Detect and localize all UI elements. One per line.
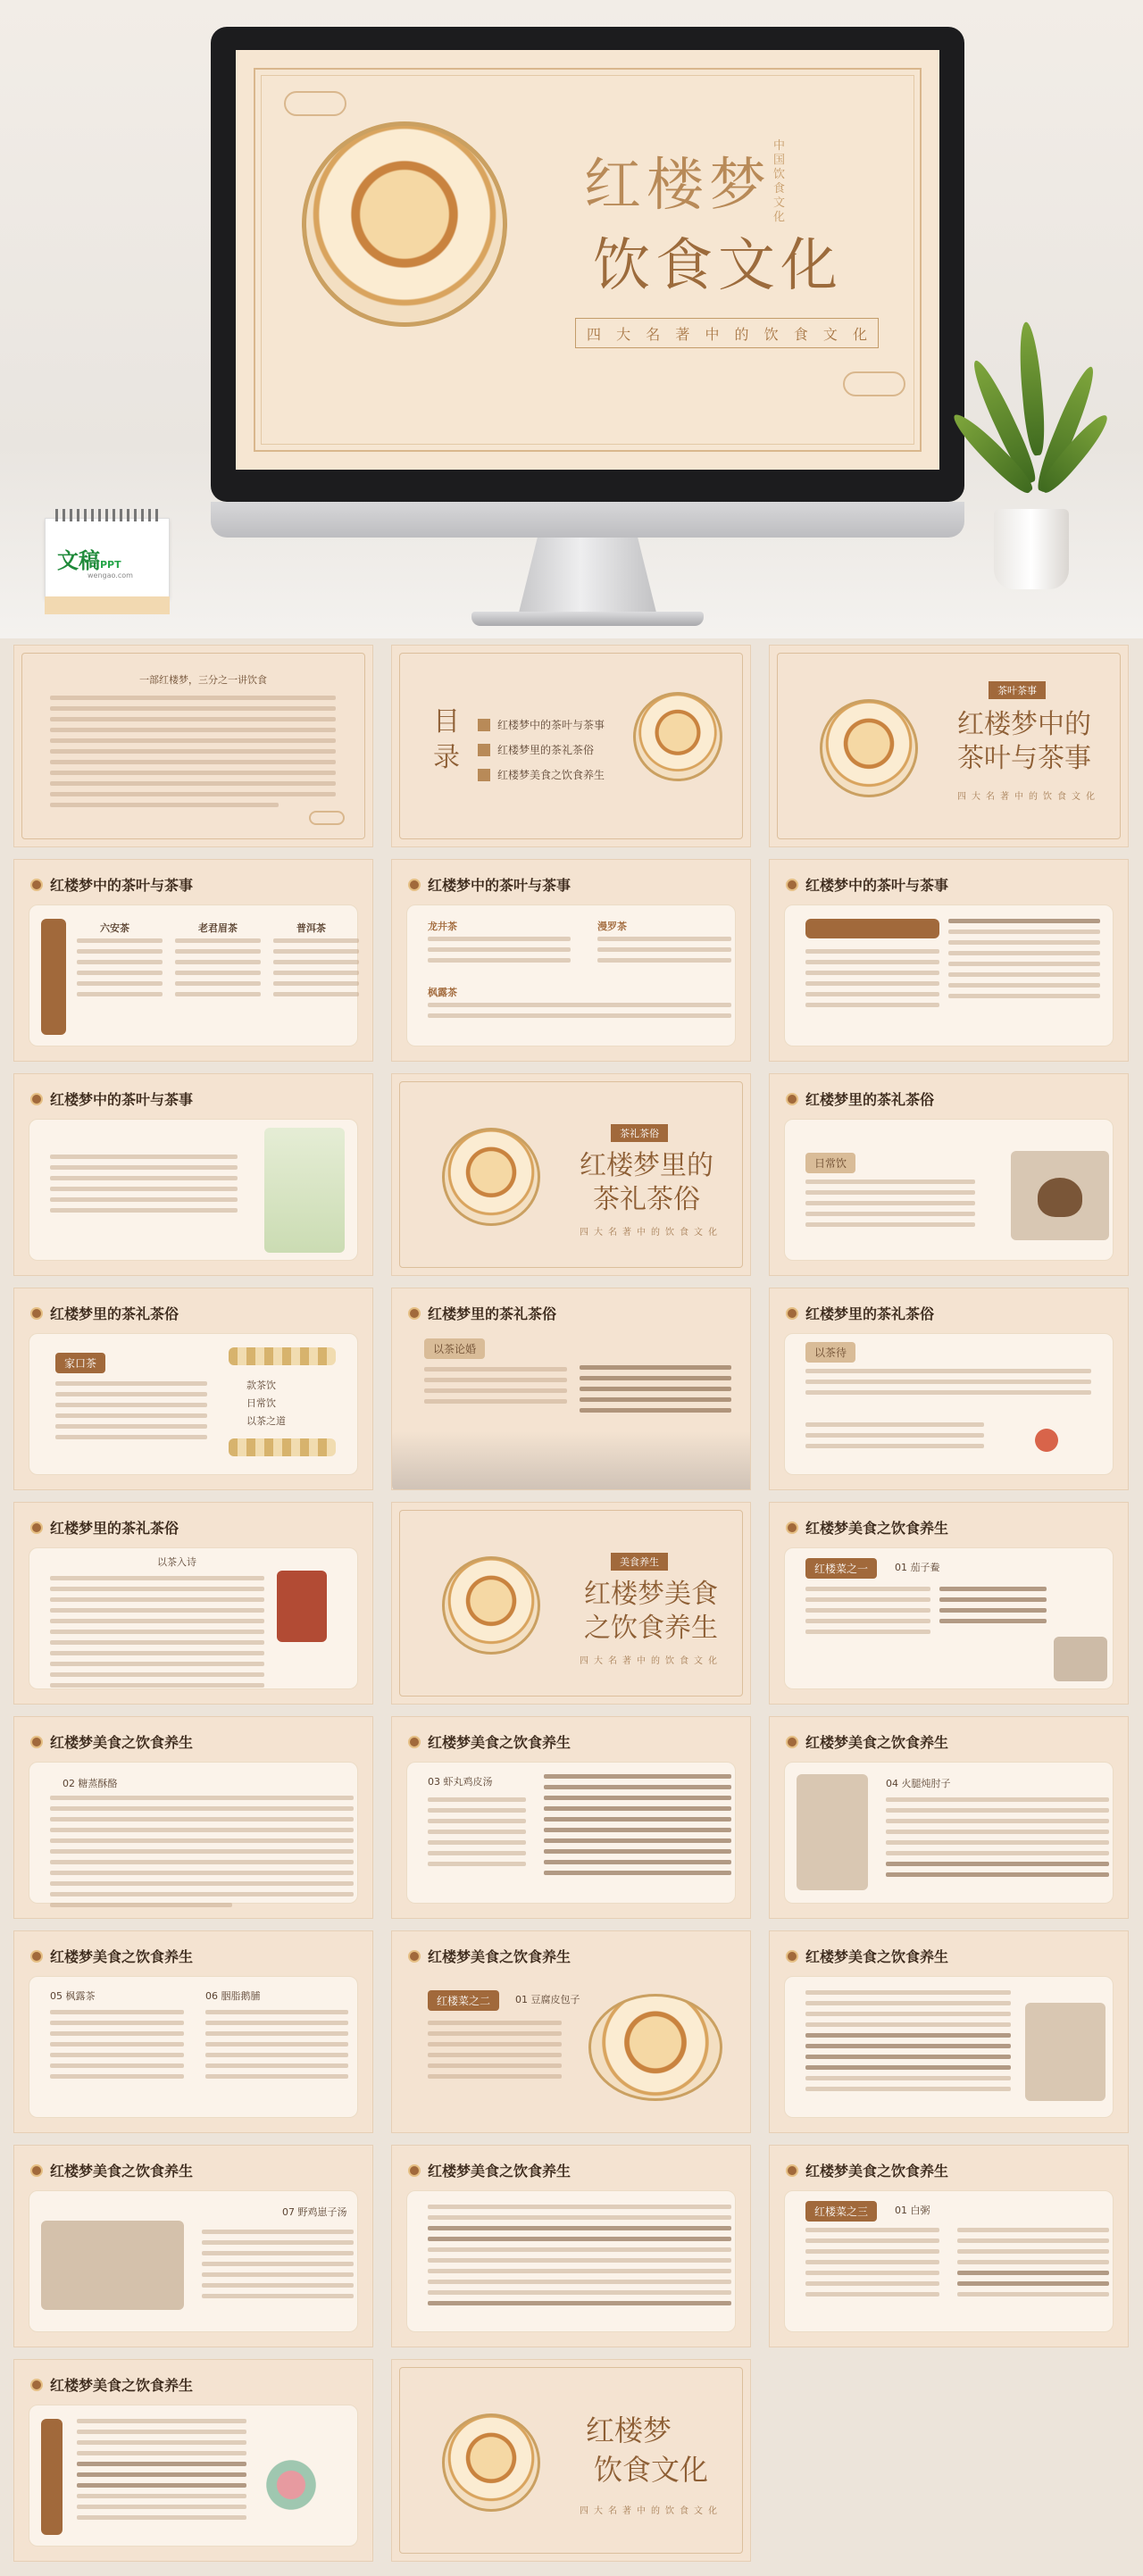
food-spread-illustration: [588, 1994, 722, 2101]
tea-col-title: 普洱茶: [296, 922, 326, 934]
slide-heading: 红楼梦美食之饮食养生: [50, 1948, 194, 1965]
slide-heading: 红楼梦里的茶礼茶俗: [50, 1305, 179, 1322]
custom-tag: 以茶入诗: [157, 1556, 196, 1568]
slide-heading: 红楼梦美食之饮食养生: [805, 1948, 949, 1965]
slide-intro: [13, 645, 373, 847]
tea-label: 漫罗茶: [597, 921, 627, 932]
potted-plant-illustration: [978, 295, 1094, 589]
custom-tag: 家口茶: [55, 1353, 105, 1373]
heading-bullet-icon: [30, 1307, 43, 1320]
slide-tea-4: [13, 1073, 373, 1276]
final-tagline: 四大名著中的饮食文化: [580, 2506, 722, 2516]
section-tagline: 四大名著中的饮食文化: [957, 792, 1100, 802]
toc-item-label: 红楼梦中的茶叶与茶事: [497, 719, 605, 731]
heading-bullet-icon: [786, 1093, 798, 1105]
custom-bullet: 日常饮: [246, 1397, 276, 1409]
slide-heading: 红楼梦美食之饮食养生: [50, 1734, 194, 1751]
food-tag: 01 茄子鲞: [895, 1562, 940, 1573]
brand-logo: [57, 543, 121, 574]
strip-char: 文: [822, 325, 838, 343]
slide-heading: 红楼梦美食之饮食养生: [428, 2163, 572, 2180]
heading-bullet-icon: [30, 879, 43, 891]
food-tag: 06 胭脂鹅脯: [205, 1990, 261, 2002]
heading-bullet-icon: [786, 1521, 798, 1534]
slide-section3: [391, 1502, 751, 1705]
figure-illustration: [797, 1774, 868, 1890]
slide-heading: 红楼梦美食之饮食养生: [50, 2377, 194, 2394]
slide-tea-1: [13, 859, 373, 1062]
mountain-landscape-illustration: [392, 1431, 751, 1490]
heading-bullet-icon: [30, 1093, 43, 1105]
monitor-mockup: [211, 27, 964, 531]
food-plate-illustration: [442, 1128, 540, 1226]
cover-tagline-strip: [575, 318, 879, 348]
slide-heading: 红楼梦美食之饮食养生: [805, 1520, 949, 1537]
cloud-ornament-icon: [309, 811, 345, 825]
strip-char: 食: [793, 325, 808, 343]
calendar-rings: [55, 509, 159, 521]
heading-bullet-icon: [786, 1307, 798, 1320]
heading-bullet-icon: [30, 2164, 43, 2177]
strip-char: 著: [675, 325, 690, 343]
slide-section1: [769, 645, 1129, 847]
heading-bullet-icon: [30, 2379, 43, 2391]
slide-heading: 红楼梦里的茶礼茶俗: [50, 1520, 179, 1537]
food-tag: 07 野鸡崽子汤: [282, 2206, 347, 2218]
heading-bullet-icon: [786, 1950, 798, 1963]
strip-char: 大: [616, 325, 631, 343]
custom-tag: 以茶待: [805, 1342, 855, 1363]
plant-pot: [994, 509, 1069, 589]
cloud-ornament-icon: [843, 371, 905, 396]
custom-bullet: 款茶饮: [246, 1380, 276, 1391]
heading-bullet-icon: [786, 2164, 798, 2177]
food-tag: 05 枫露茶: [50, 1990, 96, 2002]
section-title: 红楼梦美食 之饮食养生: [584, 1579, 718, 1644]
slide-heading: 红楼梦中的茶叶与茶事: [805, 877, 949, 894]
pattern-bar: [229, 1347, 336, 1365]
brand-logo-suffix: PPT: [100, 559, 121, 571]
slide-heading: 红楼梦美食之饮食养生: [428, 1948, 572, 1965]
toc-item-label: 红楼梦美食之饮食养生: [497, 769, 605, 781]
slide-custom-2: [13, 1288, 373, 1490]
cover-title-line1: 红楼梦: [584, 153, 772, 219]
slide-food-9: [391, 2145, 751, 2347]
slide-custom-4: [769, 1288, 1129, 1490]
tea-col-title: 老君眉茶: [198, 922, 238, 934]
market-scene-illustration: [41, 2221, 184, 2310]
heading-bullet-icon: [30, 1521, 43, 1534]
tea-col-title: 六安茶: [100, 922, 129, 934]
slide-food-6: [391, 1930, 751, 2133]
strip-char: 的: [734, 325, 749, 343]
slide-heading: 红楼梦中的茶叶与茶事: [50, 877, 194, 894]
figure-illustration: [1025, 2003, 1105, 2101]
lotus-illustration: [255, 2440, 345, 2530]
slide-food-7: [769, 1930, 1129, 2133]
flower-illustration: [1020, 1413, 1073, 1467]
food-plate-illustration: [442, 2413, 540, 2512]
food-tag: 01 白粥: [895, 2205, 930, 2216]
tea-label: 龙井茶: [428, 921, 457, 932]
slide-heading: 红楼梦中的茶叶与茶事: [428, 877, 572, 894]
vertical-title-bar: [41, 2419, 63, 2535]
heading-bullet-icon: [408, 1736, 421, 1748]
slide-final: [391, 2359, 751, 2562]
slide-tea-2: [391, 859, 751, 1062]
pattern-bar: [229, 1438, 336, 1456]
food-tag: 红楼菜之一: [805, 1558, 877, 1579]
brand-calendar: [45, 509, 170, 616]
slide-heading: 红楼梦美食之饮食养生: [428, 1734, 572, 1751]
calendar-base: [45, 596, 170, 614]
slide-food-10: [769, 2145, 1129, 2347]
kitchen-illustration: [1054, 1637, 1107, 1681]
slide-toc: [391, 645, 751, 847]
heading-bullet-icon: [408, 2164, 421, 2177]
heading-bullet-icon: [30, 1736, 43, 1748]
intro-text-block: [50, 696, 336, 813]
food-plate-illustration: [302, 121, 507, 327]
slide-heading: 红楼梦美食之饮食养生: [805, 1734, 949, 1751]
final-title-line2: 饮食文化: [593, 2453, 708, 2487]
strip-char: 四: [587, 325, 602, 343]
food-plate-illustration: [820, 699, 918, 797]
slide-food-11: [13, 2359, 373, 2562]
highlight-bar: [805, 919, 939, 938]
food-tag: 红楼菜之三: [805, 2201, 877, 2222]
food-plate-illustration: [633, 692, 722, 781]
section-tagline: 四大名著中的饮食文化: [580, 1228, 722, 1238]
slide-heading: 红楼梦里的茶礼茶俗: [428, 1305, 557, 1322]
bamboo-illustration: [264, 1128, 345, 1253]
teapot-illustration: [1011, 1151, 1109, 1240]
tea-label: 枫露茶: [428, 987, 457, 998]
food-tag: 02 糖蒸酥酪: [63, 1778, 118, 1789]
section-tagline: 四大名著中的饮食文化: [580, 1656, 722, 1666]
slide-heading: 红楼梦里的茶礼茶俗: [805, 1091, 935, 1108]
section-tag: 茶礼茶俗: [611, 1124, 668, 1142]
toc-item[interactable]: [478, 717, 605, 732]
slide-food-5: [13, 1930, 373, 2133]
food-tag: 01 豆腐皮包子: [515, 1994, 580, 2005]
food-tag: 04 火腿炖肘子: [886, 1778, 951, 1789]
slide-tea-3: [769, 859, 1129, 1062]
slide-food-4: [769, 1716, 1129, 1919]
slide-heading: 红楼梦美食之饮食养生: [805, 2163, 949, 2180]
section-title: 红楼梦里的 茶礼茶俗: [580, 1150, 713, 1215]
toc-bullet-icon: [478, 744, 490, 756]
slide-food-8: [13, 2145, 373, 2347]
hero-mockup: [0, 0, 1143, 638]
monitor-base: [471, 612, 704, 626]
toc-bullet-icon: [478, 769, 490, 781]
slide-food-3: [391, 1716, 751, 1919]
custom-tag: 日常饮: [805, 1153, 855, 1173]
food-tag: 03 虾丸鸡皮汤: [428, 1776, 493, 1788]
cover-title-line2: 饮食文化: [593, 233, 843, 299]
slide-custom-1: [769, 1073, 1129, 1276]
toc-title-top: 目: [433, 706, 460, 738]
custom-tag: 以茶论婚: [424, 1338, 485, 1359]
slide-food-1: [769, 1502, 1129, 1705]
cover-slide: [236, 50, 939, 470]
slide-section2: [391, 1073, 751, 1276]
strip-char: 化: [852, 325, 867, 343]
monitor-stand: [518, 538, 657, 616]
toc-item[interactable]: [478, 767, 605, 782]
slide-heading: 红楼梦里的茶礼茶俗: [805, 1305, 935, 1322]
heading-bullet-icon: [408, 879, 421, 891]
brand-logo-text: 文稿: [57, 548, 100, 573]
heading-bullet-icon: [408, 1950, 421, 1963]
strip-char: 中: [705, 325, 720, 343]
strip-char: 饮: [763, 325, 779, 343]
slide-heading: 红楼梦中的茶叶与茶事: [50, 1091, 194, 1108]
custom-bullet: 以茶之道: [246, 1415, 286, 1427]
heading-bullet-icon: [786, 1736, 798, 1748]
heading-bullet-icon: [30, 1950, 43, 1963]
brand-url: wengao.com: [88, 571, 133, 579]
vertical-title-bar: [41, 919, 66, 1035]
monitor-chin: [211, 502, 964, 538]
cloud-ornament-icon: [284, 91, 346, 116]
toc-item[interactable]: [478, 742, 594, 757]
food-tag: 红楼菜之二: [428, 1990, 499, 2011]
cover-subtitle-vertical: 中国饮食文化: [773, 139, 786, 224]
section-tag: 美食养生: [611, 1553, 668, 1571]
final-title-line1: 红楼梦: [585, 2413, 672, 2447]
section-title: 红楼梦中的 茶叶与茶事: [957, 709, 1091, 774]
heading-bullet-icon: [408, 1307, 421, 1320]
book-cover-illustration: [277, 1571, 327, 1642]
section-tag: 茶叶茶事: [989, 681, 1046, 699]
heading-bullet-icon: [786, 879, 798, 891]
toc-bullet-icon: [478, 719, 490, 731]
slide-custom-3: [391, 1288, 751, 1490]
intro-heading: 一部红楼梦，三分之一讲饮食: [139, 674, 267, 686]
toc-title-bottom: 录: [433, 742, 460, 773]
toc-item-label: 红楼梦里的茶礼茶俗: [497, 744, 595, 756]
slide-custom-5: [13, 1502, 373, 1705]
food-plate-illustration: [442, 1556, 540, 1655]
slide-heading: 红楼梦美食之饮食养生: [50, 2163, 194, 2180]
slide-food-2: [13, 1716, 373, 1919]
strip-char: 名: [646, 325, 661, 343]
